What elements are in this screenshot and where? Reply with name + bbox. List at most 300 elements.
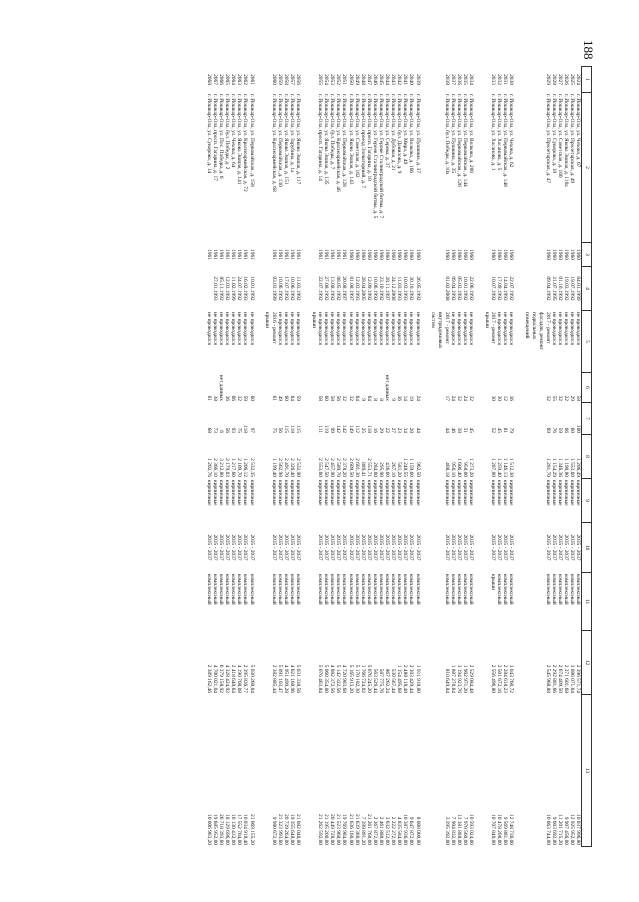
cell-col-10: 2035 - 2037 [282,534,289,561]
cell-col-4: 09.04.1992 [544,276,551,301]
cell-col-8: 1 206,49 [575,458,581,477]
cell-col-4: 12.03.1993 [353,276,360,301]
table-row [575,67,582,847]
cell-col-4: 28.04.2005 [359,276,366,301]
cell-col-3: 1960 [347,249,354,260]
cell-col-11: комплексный [248,574,255,605]
cell-col-12: 5 091 103,47 [276,664,283,693]
cell-col-1: 2035 [461,74,468,85]
cell-col-8: 2 326,40 [288,458,295,477]
cell-col-6: 30 [490,395,497,401]
cell-col-7: 44 [414,427,421,433]
cell-col-9: кирпичные [455,480,462,506]
continuation-row [437,67,444,847]
cell-col-11: комплексный [282,574,289,605]
cell-col-9: кирпичные [396,480,403,506]
cell-col-10: 2035 - 2037 [295,534,301,561]
cell-col-5: не проводился [276,312,283,346]
cell-col-6: 32 [236,395,243,401]
cell-col-3: 1961 [236,249,243,260]
cell-col-7: 66 [562,427,569,433]
cell-col-4: 01.08.1997 [347,276,354,301]
cell-col-5: не проводился [341,312,348,346]
cell-col-5: не проводился [468,312,475,346]
cell-col-4: 11.02.1999 [230,276,237,301]
cell-col-9: кирпичные [371,480,378,506]
cell-col-10: 2035 - 2037 [276,534,283,561]
cell-col-2: г. Йошкар-Ола, ул. Зарубина, д. 1а [288,94,295,173]
cell-col-4: 01.02.2008 [443,276,450,301]
cell-col-8: 1 259,40 [496,458,503,477]
cell-col-13: 26 718 393,60 [218,814,225,845]
table-row [277,67,283,847]
row-group-gap [255,67,264,847]
cell-col-7: 25 [359,427,366,433]
table-row [372,67,378,847]
cell-col-2: г. Йошкар-Ола, ул. Суворова, д. 10 [550,94,557,174]
cell-col-12 [537,631,544,695]
cell-col-10: 2035 - 2037 [335,534,342,561]
cell-col-11 [483,573,490,631]
cell-col-10: 2035 - 2037 [353,534,360,561]
cell-col-2 [537,93,544,243]
cell-col-2 [264,93,271,243]
cell-col-11: комплексный [396,574,403,605]
cell-col-2: г. Йошкар-Ола, ул. Якова Эшпая, д. 141 [236,94,243,185]
cell-col-9: кирпичные [236,480,243,506]
cell-col-5: не проводился [359,312,366,346]
cell-col-6: 58 [329,395,336,401]
cell-col-3: 1960 [396,249,403,260]
cell-col-1 [483,67,490,93]
cell-col-6: 19 [408,395,415,401]
cell-col-2: г. Йошкар-Ола, ул. Хасанова, д. 5 [496,94,503,171]
cell-col-4: 11.03.1993 [396,276,403,301]
cell-col-13: 21 639 360,00 [353,814,360,845]
cell-col-1: 2064 [230,74,237,85]
table-row [341,67,347,847]
table-row [408,67,414,847]
cell-col-12: 2 396 571,74 [575,664,581,693]
cell-col-5: не проводился [218,312,225,346]
table-row [462,67,468,847]
cell-col-10: 2035 - 2037 [323,534,330,561]
cell-col-1: 2063 [236,74,243,85]
cell-col-4: 27.01.1993 [211,276,218,301]
cell-col-1: 2028 [550,74,557,85]
cell-col-10 [537,523,544,573]
cell-col-3 [537,243,544,267]
cell-col-4: 08.05.1992 [335,276,342,301]
column-header-8: 8 [582,435,592,479]
cell-col-12: 5 030 260,04 [248,664,255,693]
cell-col-9: кирпичные [295,480,301,506]
cell-col-4 [310,267,317,311]
cell-col-3: 1961 [282,249,289,260]
cell-col-8: 1 281,70 [544,458,551,477]
cell-col-9: кирпичные [575,480,581,506]
cell-col-3: 1960 [359,249,366,260]
cell-col-9: кирпичные [224,480,231,506]
cell-col-5: не проводился [502,312,509,346]
cell-col-8: 2 491,70 [282,458,289,477]
cell-col-11 [530,573,537,631]
cell-col-10: 2035 - 2037 [236,534,243,561]
cell-col-7: 23 [396,427,403,433]
cell-col-2: г. Йошкар-Ола, ул. Пушкина, д. 37 [414,94,421,174]
cell-col-13: 11 201 715,20 [556,814,563,845]
cell-col-1: 2052 [335,74,342,85]
cell-col-6: 49 [276,395,283,401]
cell-col-4: 27.08.1992 [323,276,330,301]
cell-col-5: не проводился [224,312,231,346]
cell-col-9: кирпичные [544,480,551,506]
cell-col-3: 1961 [230,249,237,260]
cell-col-5: не проводился [550,312,557,346]
cell-col-6 [264,373,271,403]
cell-col-6: 32 [544,395,551,401]
table-row [242,67,248,847]
cell-col-7: 45 [468,427,475,433]
cell-col-6: 8 [378,398,385,401]
cell-col-6: нет данных [218,374,225,401]
cell-col-2: г. Йошкар-Ола, бул. Победы, д. 2 [224,94,231,170]
cell-col-5: не проводился [365,312,372,346]
cell-col-8: 1 273,20 [468,458,475,477]
table-row [508,67,514,847]
cell-col-7: 81 [502,427,509,433]
cell-col-12: 2 529 084,48 [468,664,475,693]
cell-col-9: кирпичные [468,480,475,506]
cell-col-8: 2 547,50 [323,458,330,477]
cell-col-5: не проводился [282,312,289,346]
cell-col-9: кирпичные [550,480,557,506]
cell-col-5: не проводился [402,312,409,346]
table-body [206,67,582,847]
cell-col-1: 2026 [562,74,569,85]
cell-col-6: 32 [341,395,348,401]
cell-col-8: 950,10 [449,462,456,477]
cell-col-11: комплексный [562,574,569,605]
cell-col-3: 1961 [211,249,218,260]
cell-col-5: систем [430,312,437,328]
table-row [224,67,230,847]
cell-col-4: 05.11.1992 [218,276,225,301]
cell-col-6: 24 [461,395,468,401]
cell-col-3: 1960 [575,249,581,260]
cell-col-11: комплексный [317,574,324,605]
cell-col-7: 69 [544,427,551,433]
cell-col-8: 2 378,20 [341,458,348,477]
cell-col-2: г. Йошкар-Ола, ул. Герове Сталинградской битвы, д. 7 [378,94,385,219]
cell-col-11: комплексный [556,574,563,605]
cell-col-9 [530,479,537,523]
cell-col-7: 6 [218,430,225,433]
cell-col-1: 2056 [295,74,301,85]
cell-col-11: комплексный [242,574,249,605]
cell-col-4 [537,267,544,311]
cell-col-8: 1 154,29 [550,458,557,477]
cell-col-6: 29 [568,395,575,401]
cell-col-11: комплексный [443,574,450,605]
cell-col-5: не проводился [396,312,403,346]
cell-col-9: кирпичные [390,480,397,506]
cell-col-13: 10 387 936,00 [402,814,409,845]
table-row [390,67,396,847]
cell-col-13: 7 399 891,20 [359,816,366,845]
cell-col-7: 28 [408,427,415,433]
cell-col-1: 2029 [544,74,551,85]
cell-col-4: 20.08.1997 [341,276,348,301]
cell-col-11: комплексный [502,574,509,605]
cell-col-5: крыши [483,312,490,328]
cell-col-7: 34 [402,427,409,433]
cell-col-7: 99 [329,427,336,433]
cell-col-11: комплексный [378,574,385,605]
cell-col-9: кирпичные [282,480,289,506]
cell-col-12: 4 190 708,08 [236,664,243,693]
cell-col-1: 2065 [224,74,231,85]
cell-col-11 [310,573,317,631]
cell-col-10: 2035 - 2037 [378,534,385,561]
cell-col-4 [437,267,444,311]
cell-col-11: комплексный [496,574,503,605]
cell-col-10: 2035 - 2037 [270,534,277,561]
cell-col-9: кирпичные [508,480,515,506]
cell-col-8: 3 212,80 [218,458,225,477]
cell-col-7: 142 [335,424,342,433]
cell-col-9 [264,479,271,523]
cell-col-7: 22 [384,427,391,433]
cell-col-11: комплексный [295,574,301,605]
cell-col-1: 2061 [248,74,255,85]
cell-col-10: 2035 - 2037 [371,534,378,561]
cell-col-11 [430,573,437,631]
cell-col-12: 3 194 923,76 [455,664,462,693]
cell-col-5: не проводился [242,312,249,346]
cell-col-13: 21 082 048,00 [295,814,301,845]
cell-col-8 [310,435,317,479]
cell-col-9: кирпичные [568,480,575,506]
cell-col-3: 1960 [449,249,456,260]
cell-col-2: г. Йошкар-Ола, бул. Победы, д. 7 [329,94,336,170]
cell-col-4: 12.03.1992 [224,276,231,301]
cell-col-12: 1 902 971,20 [461,664,468,693]
cell-col-1: 2036 [455,74,462,85]
table-row [557,67,563,847]
cell-col-10 [523,523,530,573]
cell-col-3 [483,243,490,267]
table-row [415,67,421,847]
cell-col-7: 75 [270,427,277,433]
cell-col-1: 2054 [323,74,330,85]
cell-col-5: не проводился [335,312,342,346]
cell-col-13: 12 925 952,00 [568,814,575,845]
cell-col-10: 2035 - 2037 [468,534,475,561]
cell-col-4: 05.03.1992 [455,276,462,301]
cell-col-12 [530,631,537,695]
cell-col-12: 2 303 429,44 [408,664,415,693]
column-header-10: 10 [582,523,592,573]
cell-col-7: 149 [347,424,354,433]
cell-col-2: г. Йошкар-Ола, бул. Данилова, д. 9 [396,94,403,174]
cell-col-2: г. Йошкар-Ола, ул. Серова, д. 37 [384,94,391,168]
continuation-row [483,67,490,847]
cell-col-10: 2035 - 2037 [390,534,397,561]
cell-col-3: 1960 [544,249,551,260]
cell-col-12: 5 142 322,56 [335,664,342,693]
cell-col-3: 1961 [323,249,330,260]
cell-col-1: 2040 [408,74,415,85]
cell-col-10: 2035 - 2037 [449,534,456,561]
cell-col-11: комплексный [329,574,336,605]
cell-col-4: 10.01.1992 [248,276,255,301]
cell-col-8: 267,10 [390,462,397,477]
cell-col-11: комплексный [508,574,515,605]
cell-col-3: 1960 [568,249,575,260]
cell-col-1: 2051 [341,74,348,85]
cell-col-7: 111 [317,425,324,433]
capital-repair-table [206,66,592,847]
table-row [444,67,450,847]
cell-col-5: не проводился [295,312,301,346]
cell-col-7: 29 [378,427,385,433]
cell-col-2: г. Йошкар-Ола, ул. Первомайская, д. 130 [276,94,283,187]
cell-col-2 [530,93,537,243]
cell-col-6 [483,373,490,403]
cell-col-7 [483,403,490,435]
cell-col-7: 56 [276,427,283,433]
cell-col-9: кирпичные [276,480,283,506]
cell-col-11: комплексный [402,574,409,605]
cell-col-12: 2 418 640,64 [230,664,237,693]
cell-col-2: г. Йошкар-Ола, ул. Дубовая, д. 21 [390,94,397,171]
cell-col-7: 38 [455,427,462,433]
cell-col-6: 58 [575,395,581,401]
table-row [248,67,254,847]
cell-col-9: кирпичные [384,480,391,506]
cell-col-3: 1960 [490,249,497,260]
cell-col-10: 2035 - 2037 [205,534,212,561]
cell-col-5: не проводился [556,312,563,346]
cell-col-7 [437,403,444,435]
cell-col-6: 60 [248,395,255,401]
table-row [236,67,242,847]
cell-col-2: г. Йошкар-Ола, ул. Чехова, д. 62 [508,94,515,168]
cell-col-13: 20 449 728,00 [329,814,336,845]
cell-col-8: 1 159,60 [408,458,415,477]
cell-col-3: 1960 [443,249,450,260]
row-group-gap [514,67,523,847]
cell-col-12: 2 389 162,46 [205,664,212,693]
cell-col-7: 118 [242,425,249,433]
table-row [366,67,372,847]
table-row [396,67,402,847]
cell-col-1: 2062 [242,74,249,85]
cell-col-13 [430,695,437,847]
cell-col-4: 26.05.1992 [414,276,421,301]
cell-col-10: 2035 - 2037 [556,534,563,561]
cell-col-10: 2035 - 2037 [396,534,403,561]
cell-col-3 [530,243,537,267]
cell-col-9: кирпичные [329,480,336,506]
cell-col-2: г. Йошкар-Ола, ул. Мира, д. 49 [402,94,409,165]
cell-col-9: кирпичные [242,480,249,506]
cell-col-8: 2 553,60 [317,458,324,477]
cell-col-1: 2041 [402,74,409,85]
column-header-1: 1 [582,67,592,93]
cell-col-5: не проводился [568,312,575,346]
cell-col-9: кирпичные [230,480,237,506]
cell-col-9: кирпичные [443,480,450,506]
cell-col-2: г. Йошкар-Ола, ул. Суворова, д. 14 [205,94,212,174]
cell-col-13: 21 523 968,00 [335,814,342,845]
cell-col-6: 36 [396,395,403,401]
table-row [378,67,384,847]
cell-col-6: 36 [508,395,515,401]
cell-col-1: 2045 [378,74,385,85]
cell-col-4: 19.07.1992 [568,276,575,301]
continuation-row [430,67,437,847]
cell-col-6: 8 [371,398,378,401]
cell-col-3 [523,243,530,267]
cell-col-5: 2017 - ремонт [544,312,551,344]
cell-col-7: 115 [282,425,289,433]
cell-col-13: 18 129 696,00 [224,814,231,845]
cell-col-13 [530,695,537,847]
cell-col-3: 1960 [384,249,391,260]
cell-col-6: 61 [205,395,212,401]
cell-col-10: 2035 - 2037 [211,534,218,561]
table-row [335,67,341,847]
cell-col-13: 2 222 272,00 [390,816,397,845]
cell-col-11 [437,573,444,631]
cell-col-8: 958,00 [461,462,468,477]
cell-col-13: 8 008 000,00 [414,816,421,845]
cell-col-13: 13 381 888,00 [455,814,462,845]
cell-col-10: 2035 - 2037 [242,534,249,561]
cell-col-5: не проводился [384,312,391,346]
cell-col-11: комплексный [353,574,360,605]
cell-col-2: г. Йошкар-Ола, ул. Волкова, д. 200 [468,94,475,174]
cell-col-8 [523,435,530,479]
cell-col-2: г. Йошкар-Ола, ул. Якова Эшпая, д. 143 [347,94,354,185]
continuation-row [523,67,530,847]
cell-col-13 [523,695,530,847]
cell-col-13: 10 130 432,00 [230,814,237,845]
cell-col-8: 2 179,03 [224,458,231,477]
cell-col-3: 1961 [317,249,324,260]
cell-col-6: 22 [562,395,569,401]
cell-col-3: 1960 [562,249,569,260]
cell-col-2 [310,93,317,243]
cell-col-11: комплексный [461,574,468,605]
cell-col-12: 2 480 118,48 [402,664,409,693]
cell-col-3 [310,243,317,267]
cell-col-4: 30.10.1992 [408,276,415,301]
cell-col-13: 3 395 392,00 [443,816,450,845]
cell-col-5: крыши [310,312,317,328]
cell-col-9 [537,479,544,523]
cell-col-5: не проводился [390,312,397,346]
cell-col-10: 2035 - 2037 [359,534,366,561]
cell-col-11: комплексный [224,574,231,605]
cell-col-8: 2 109,70 [236,458,243,477]
cell-col-11: комплексный [414,574,421,605]
cell-col-1: 2031 [502,74,509,85]
cell-col-3: 1960 [353,249,360,260]
cell-col-5: подвальных [530,312,537,340]
